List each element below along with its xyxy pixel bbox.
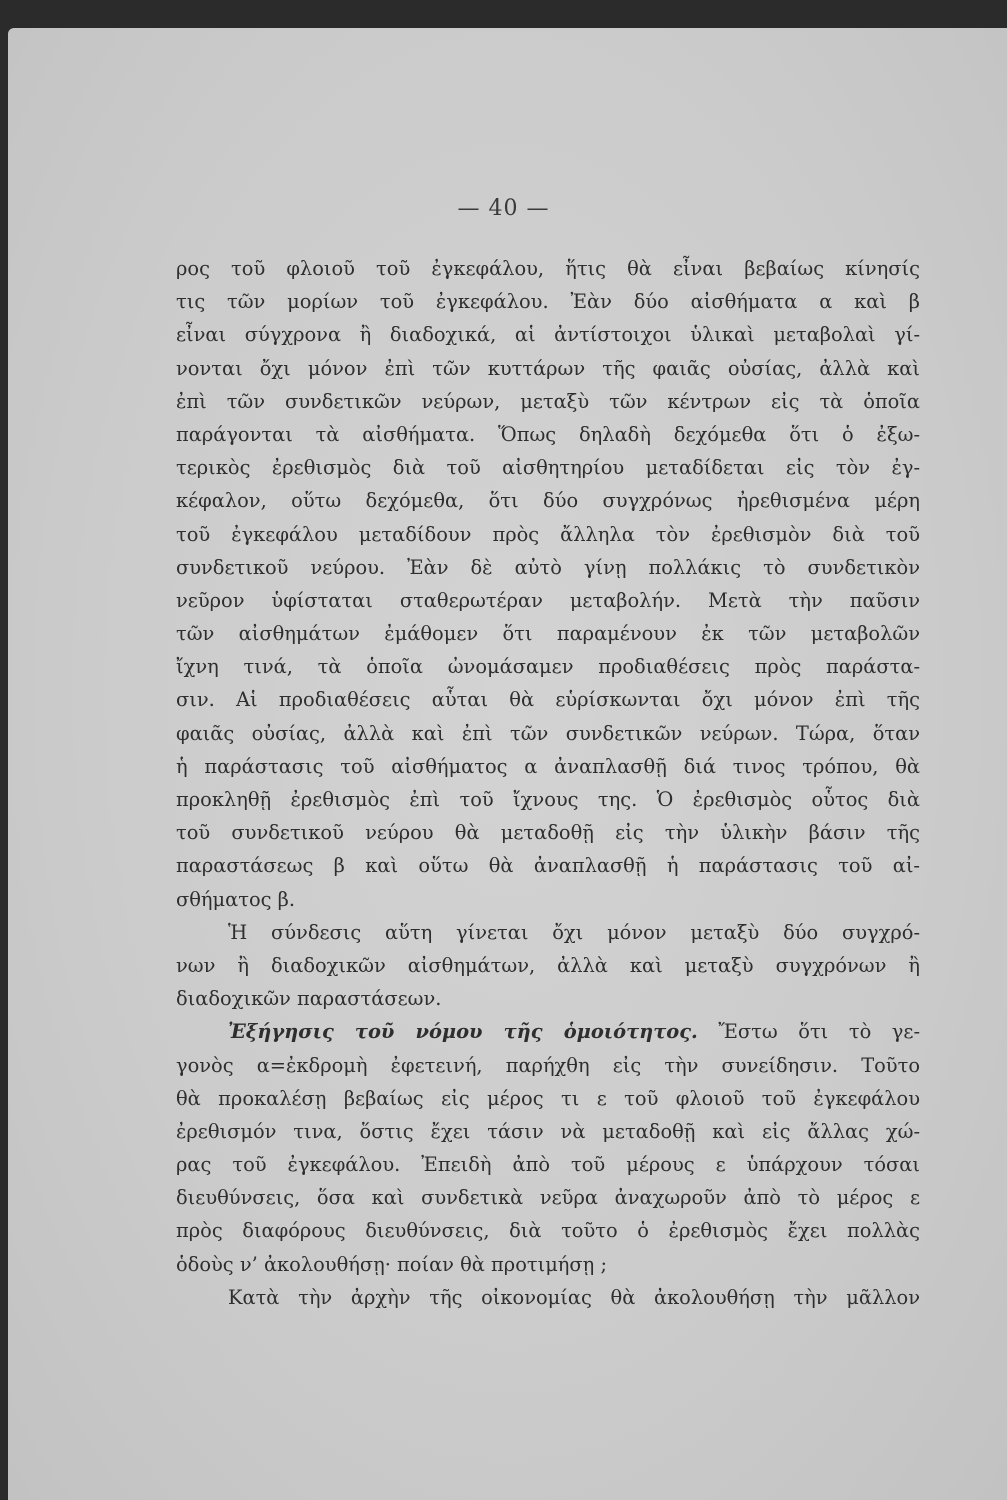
text-line: σιν. Αἱ προδιαθέσεις αὗται θὰ εὑρίσκωνται ὄχι μόνον ἐπὶ τῆς bbox=[176, 688, 920, 712]
text-line: παραστάσεως β καὶ οὕτω θὰ ἀναπλασθῇ ἡ παράστασις τοῦ αἰ- bbox=[176, 854, 920, 878]
text-line: τις τῶν μορίων τοῦ ἐγκεφάλου. Ἐὰν δύο αἰσθήματα α καὶ β bbox=[176, 290, 920, 314]
text-line: εἶναι σύγχρονα ἢ διαδοχικά, αἱ ἀντίστοιχοι ὑλικαὶ μεταβολαὶ γί- bbox=[176, 323, 920, 347]
text-line: κέφαλον, οὕτω δεχόμεθα, ὅτι δύο συγχρόνως ἠρεθισμένα μέρη bbox=[176, 489, 920, 513]
text-line: φαιᾶς οὐσίας, ἀλλὰ καὶ ἐπὶ τῶν συνδετικῶν νεύρων. Τώρα, ὅταν bbox=[176, 721, 920, 745]
text-line: ἡ παράστασις τοῦ αἰσθήματος α ἀναπλασθῇ διά τινος τρόπου, θὰ bbox=[176, 754, 920, 778]
text-line: σθήματος β. bbox=[176, 887, 296, 911]
text-line: γονὸς α=ἐκδρομὴ ἐφετεινή, παρήχθη εἰς τὴν συνείδησιν. Τοῦτο bbox=[176, 1053, 920, 1077]
text-line: ἴχνη τινά, τὰ ὁποῖα ὠνομάσαμεν προδιαθέσεις πρὸς παράστα- bbox=[176, 655, 920, 679]
text-line: πρὸς διαφόρους διευθύνσεις, διὰ τοῦτο ὁ ἐρεθισμὸς ἔχει πολλὰς bbox=[176, 1219, 920, 1243]
text-line: τῶν αἰσθημάτων ἐμάθομεν ὅτι παραμένουν ἐκ τῶν μεταβολῶν bbox=[176, 622, 920, 646]
text-line: νων ἢ διαδοχικῶν αἰσθημάτων, ἀλλὰ καὶ μεταξὺ συγχρόνων ἢ bbox=[176, 953, 920, 977]
text-line: Κατὰ τὴν ἀρχὴν τῆς οἰκονομίας θὰ ἀκολουθήσῃ τὴν μᾶλλον bbox=[228, 1285, 920, 1309]
text-line: θὰ προκαλέσῃ βεβαίως εἰς μέρος τι ε τοῦ φλοιοῦ τοῦ ἐγκεφάλου bbox=[176, 1086, 920, 1110]
text-line: συνδετικοῦ νεύρου. Ἐὰν δὲ αὐτὸ γίνῃ πολλάκις τὸ συνδετικὸν bbox=[176, 555, 920, 579]
text-line: ὁδοὺς ν’ ἀκολουθήσῃ· ποίαν θὰ προτιμήσῃ ; bbox=[176, 1252, 607, 1276]
text-line: ρας τοῦ ἐγκεφάλου. Ἐπειδὴ ἀπὸ τοῦ μέρους ε ὑπάρχουν τόσαι bbox=[176, 1153, 920, 1177]
text-line: νονται ὄχι μόνον ἐπὶ τῶν κυττάρων τῆς φαιᾶς οὐσίας, ἀλλὰ καὶ bbox=[176, 356, 920, 380]
text-line: τοῦ ἐγκεφάλου μεταδίδουν πρὸς ἄλληλα τὸν ἐρεθισμὸν διὰ τοῦ bbox=[176, 522, 920, 546]
text-line: τοῦ συνδετικοῦ νεύρου θὰ μεταδοθῇ εἰς τὴν ὑλικὴν βάσιν τῆς bbox=[176, 821, 920, 845]
text-line: προκληθῇ ἐρεθισμὸς ἐπὶ τοῦ ἴχνους της. Ὁ ἐρεθισμὸς οὗτος διὰ bbox=[176, 788, 920, 811]
text-line: τερικὸς ἐρεθισμὸς διὰ τοῦ αἰσθητηρίου μεταδίδεται εἰς τὸν ἐγ- bbox=[176, 456, 920, 480]
text-line: παράγονται τὰ αἰσθήματα. Ὅπως δηλαδὴ δεχόμεθα ὅτι ὁ ἐξω- bbox=[176, 422, 920, 446]
text-line: ἐρεθισμόν τινα, ὅστις ἔχει τάσιν νὰ μεταδοθῇ καὶ εἰς ἄλλας χώ- bbox=[176, 1119, 920, 1143]
text-line: διευθύνσεις, ὅσα καὶ συνδετικὰ νεῦρα ἀναχωροῦν ἀπὸ τὸ μέρος ε bbox=[176, 1186, 920, 1210]
section-heading: Ἐξήγησις τοῦ νόμου τῆς ὁμοιότητος. bbox=[228, 1020, 698, 1044]
page-number: — 40 — bbox=[457, 196, 550, 221]
section-first-line-text: Ἔστω ὅτι τὸ γε- bbox=[718, 1020, 920, 1044]
body-text bbox=[176, 252, 920, 1314]
text-line: Ἡ σύνδεσις αὕτη γίνεται ὄχι μόνον μεταξὺ δύο συγχρό- bbox=[228, 920, 920, 944]
section-first-line bbox=[176, 1015, 920, 1048]
text-line: ἐπὶ τῶν συνδετικῶν νεύρων, μεταξὺ τῶν κέντρων εἰς τὰ ὁποῖα bbox=[176, 389, 920, 413]
text-line: διαδοχικῶν παραστάσεων. bbox=[176, 987, 442, 1011]
text-line: νεῦρον ὑφίσταται σταθερωτέραν μεταβολήν. Μετὰ τὴν παῦσιν bbox=[176, 588, 920, 612]
text-line: ρος τοῦ φλοιοῦ τοῦ ἐγκεφάλου, ἥτις θὰ εἶναι βεβαίως κίνησίς bbox=[176, 257, 920, 280]
